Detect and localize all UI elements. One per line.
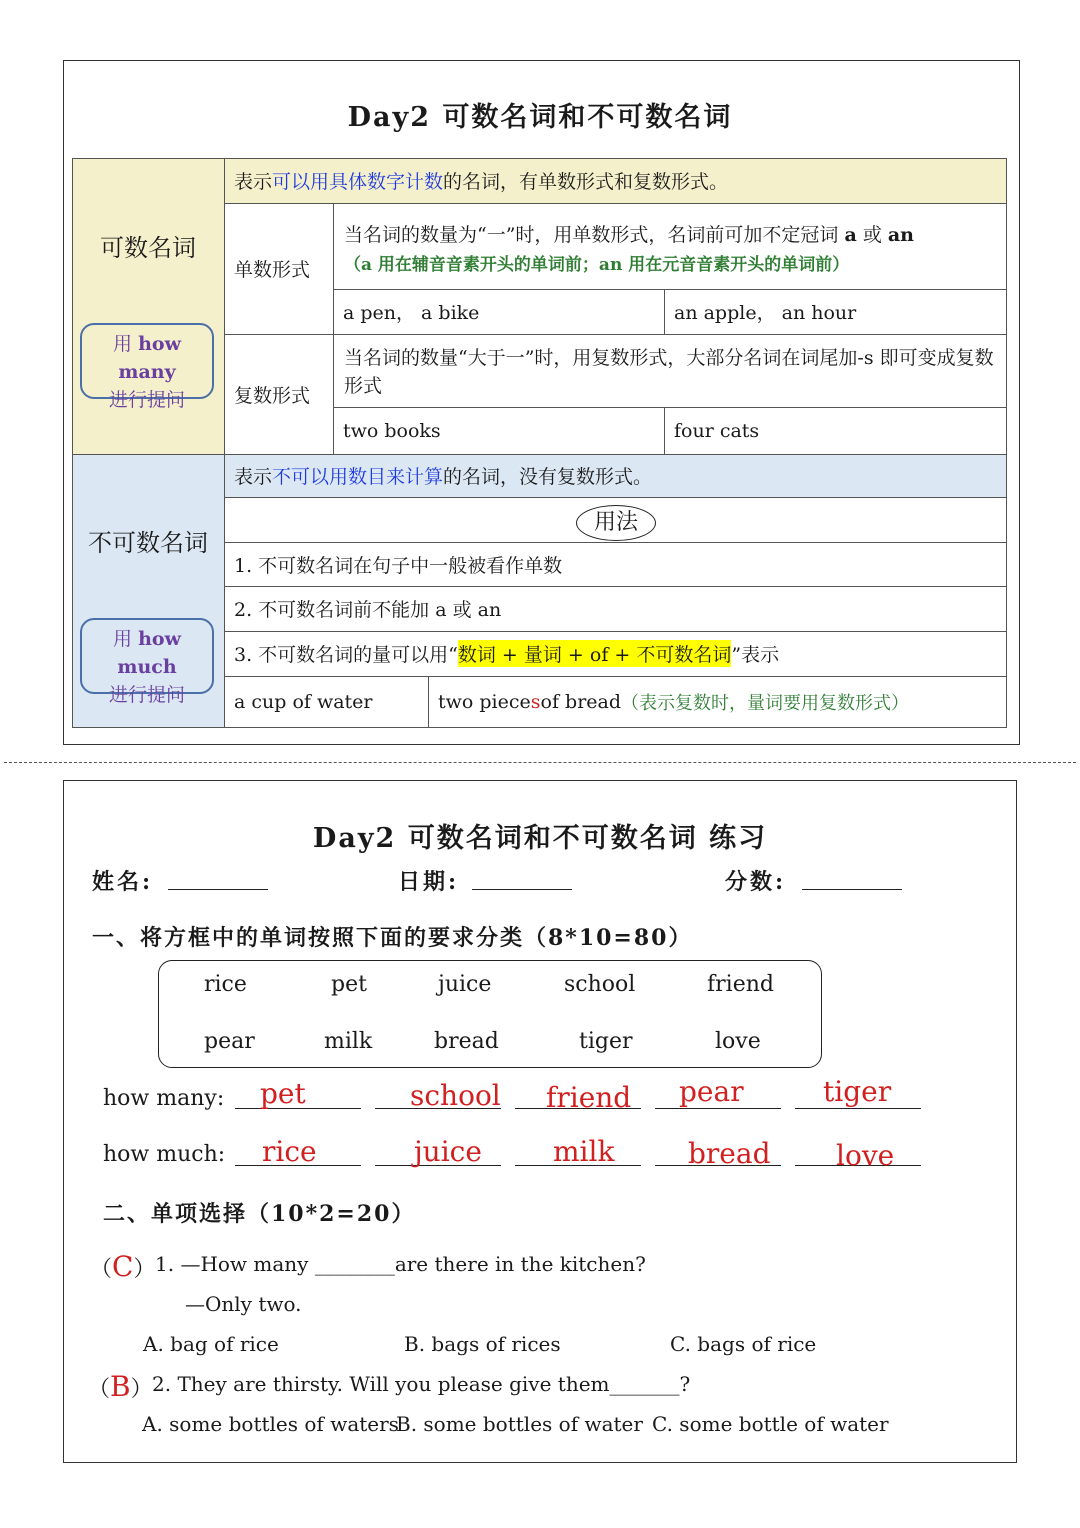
uncountable-label: 不可数名词 [88,529,208,557]
definition-pre: 表示 [234,466,273,488]
table-border-bottom [72,727,1007,728]
rule3-pre: 3. 不可数名词的量可以用“ [234,644,458,666]
countable-label: 可数名词 [100,234,196,262]
q1-text: 1. —How many ________are there in the kitchen? [155,1252,646,1276]
q1-answer: C [112,1250,134,1283]
pill-prefix: 用 [113,628,139,650]
ex2-plural-s: s [530,690,541,713]
answer-text: pet [260,1077,306,1110]
word-item: pear [204,1029,255,1054]
answer-text: pear [679,1075,744,1108]
pill-keyword: how many [118,333,181,383]
answer-text: rice [262,1135,317,1168]
q2-bracket: （B） [88,1370,153,1403]
uncountable-definition [224,454,1007,497]
q1-option-c[interactable]: C. bags of rice [670,1332,817,1356]
word-item: school [564,972,636,997]
pill-prefix: 用 [113,333,139,355]
lesson-title: Day2 可数名词和不可数名词 [347,102,733,133]
word-item: friend [707,972,774,997]
q2-option-a[interactable]: A. some bottles of waters [142,1412,399,1436]
usage-label: 用法 [593,510,638,535]
answer-text: milk [553,1135,615,1168]
plural-example-2: four cats [674,419,760,442]
q2-text: 2. They are thirsty. Will you please give them_______? [152,1372,691,1396]
countable-definition [224,158,1007,203]
singular-label: 单数形式 [234,259,311,281]
table-hline [224,334,1007,335]
word-item: love [715,1029,761,1054]
section-2-heading: 二、单项选择（10*2=20） [103,1201,416,1227]
rule3-post: ”表示 [731,644,780,666]
table-hline [224,497,1007,498]
article-a: a [844,224,857,246]
q2-answer: B [110,1370,131,1403]
word-item: tiger [579,1029,633,1054]
answer-blank[interactable] [795,1108,921,1109]
usage-rule-2: 2. 不可数名词前不能加 a 或 an [234,599,502,621]
or-text: 或 [856,224,888,246]
score-field[interactable] [802,889,902,890]
definition-pre: 表示 [234,171,273,193]
q1-bracket: （C） [90,1250,156,1283]
q1-option-b[interactable]: B. bags of rices [404,1332,561,1356]
answer-text: school [410,1079,501,1112]
definition-highlight: 不可以用数目来计算 [272,466,444,488]
uncountable-example-1: a cup of water [234,690,373,713]
cut-line [4,762,1076,763]
ex2-pre: two piece [438,690,531,713]
date-label: 日期: [398,869,460,895]
how-much-label: how much: [103,1142,226,1167]
answer-text: bread [688,1137,771,1170]
pill-keyword: how much [117,628,181,678]
answer-text: juice [414,1135,482,1168]
how-many-pill [80,323,214,411]
definition-post: 的名词，有单数形式和复数形式。 [443,171,729,193]
practice-card [63,780,1017,1463]
name-field[interactable] [168,889,268,890]
singular-rule-text: 当名词的数量为“一”时，用单数形式，名词前可加不定冠词 [344,224,845,246]
article-an: an [887,224,914,246]
pill-line2: 进行提问 [108,684,185,706]
q2-option-b[interactable]: B. some bottles of water [396,1412,643,1436]
word-item: milk [324,1029,373,1054]
section-1-heading: 一、将方框中的单词按照下面的要求分类（8*10=80） [92,925,693,951]
singular-note: （a 用在辅音音素开头的单词前；an 用在元音音素开头的单词前） [344,255,850,275]
q2-option-c[interactable]: C. some bottle of water [652,1412,889,1436]
usage-rule-3 [224,631,1007,676]
ex2-mid: of bread [540,690,622,713]
singular-example-1: a pen， a bike [343,302,480,324]
date-field[interactable] [472,889,572,890]
score-label: 分数: [725,869,787,895]
pill-line2: 进行提问 [108,389,185,411]
plural-label: 复数形式 [234,384,311,407]
answer-blank[interactable] [655,1108,781,1109]
ex2-note: （表示复数时，量词要用复数形式） [621,692,910,714]
how-many-label: how many: [103,1086,225,1111]
usage-rule-1: 1. 不可数名词在句子中一般被看作单数 [234,554,563,577]
uncountable-example-2 [428,676,1007,727]
plural-rule: 当名词的数量“大于一”时，用复数形式，大部分名词在词尾加-s 即可变成复数形式 [344,347,994,397]
q1-option-a[interactable]: A. bag of rice [143,1332,279,1356]
rule3-formula: 数词 + 量词 + of + 不可数名词 [458,640,731,667]
word-item: pet [331,972,367,997]
definition-post: 的名词，没有复数形式。 [443,466,653,488]
q1-reply: —Only two. [185,1292,302,1316]
singular-rule [344,220,1004,247]
name-label: 姓名: [92,869,154,895]
word-item: bread [434,1029,499,1054]
definition-highlight: 可以用具体数字计数 [272,171,444,193]
how-much-pill [80,618,214,706]
answer-text: tiger [823,1075,892,1108]
word-item: juice [438,972,492,997]
answer-text: friend [546,1081,632,1114]
usage-oval [576,505,656,541]
plural-example-1: two books [343,419,441,442]
singular-example-2: an apple， an hour [674,302,857,324]
answer-text: love [836,1139,895,1172]
word-item: rice [204,972,247,997]
practice-title: Day2 可数名词和不可数名词 练习 [312,823,768,854]
table-hline [224,203,1007,204]
